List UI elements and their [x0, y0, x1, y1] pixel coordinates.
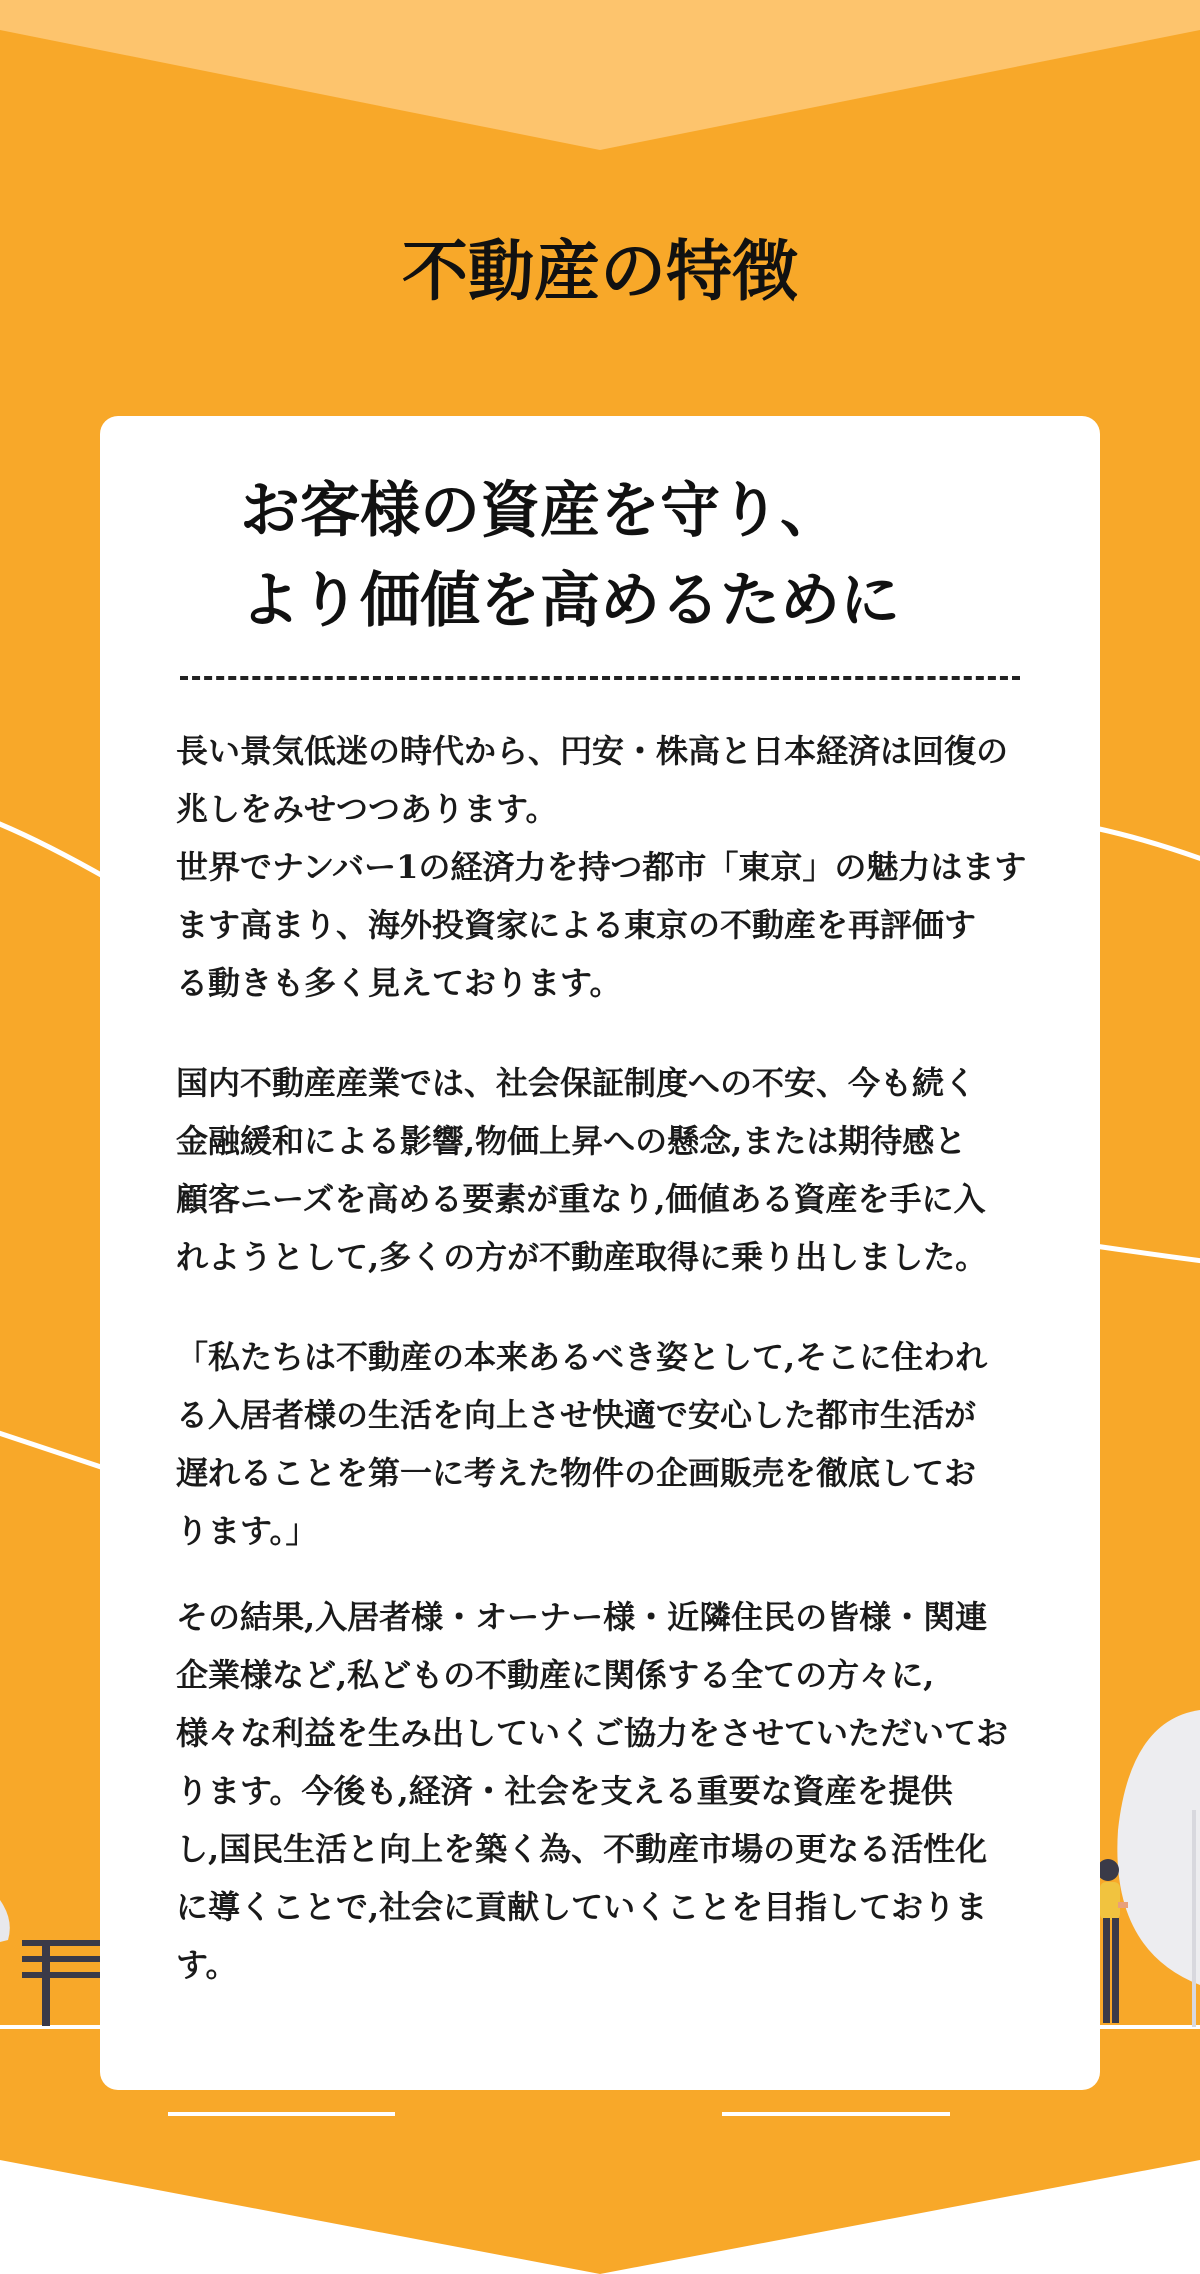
feature-card — [100, 416, 1100, 2090]
paragraph-economy: 長い景気低迷の時代から、円安・株高と日本経済は回復の 兆しをみせつつあります。 世界でナンバー1の経済力を持つ都市「東京」の魅力はます ます高まり、海外投資家による東京の不動産を再評価す る動きも多く見えております。 — [176, 732, 1027, 1002]
headline-line-1: お客様の資産を守り、 — [240, 476, 840, 546]
dashed-divider — [180, 676, 1020, 680]
paragraph-mission-quote: 「私たちは不動産の本来あるべき姿として,そこに住われ る入居者様の生活を向上させ快適で安心した都市生活が 遅れることを第一に考えた物件の企画販売を徹底してお ります。」 — [176, 1338, 988, 1550]
paragraph-result: その結果,入居者様・オーナー様・近隣住民の皆様・関連 企業様など,私どもの不動産に関係する全ての方々に, 様々な利益を生み出していくご協力をさせていただいてお ります。今後も,経済・社会を支える重要な資産を提供 し,国民生活と向上を築く為、不動産市場の更なる活性化 に導くことで,社会に貢献していくことを目指しておりま す。 — [176, 1598, 1009, 1984]
headline-line-2: より価値を高めるために — [240, 566, 900, 636]
paragraph-industry: 国内不動産産業では、社会保証制度への不安、今も続く 金融緩和による影響,物価上昇への懸念,または期待感と 顧客ニーズを高める要素が重なり,価値ある資産を手に入 れようとして,多くの方が不動産取得に乗り出しました。 — [176, 1064, 988, 1276]
card-headline — [240, 466, 1040, 646]
card-body — [176, 722, 1036, 1994]
section-title: 不動産の特徴 — [402, 233, 798, 310]
